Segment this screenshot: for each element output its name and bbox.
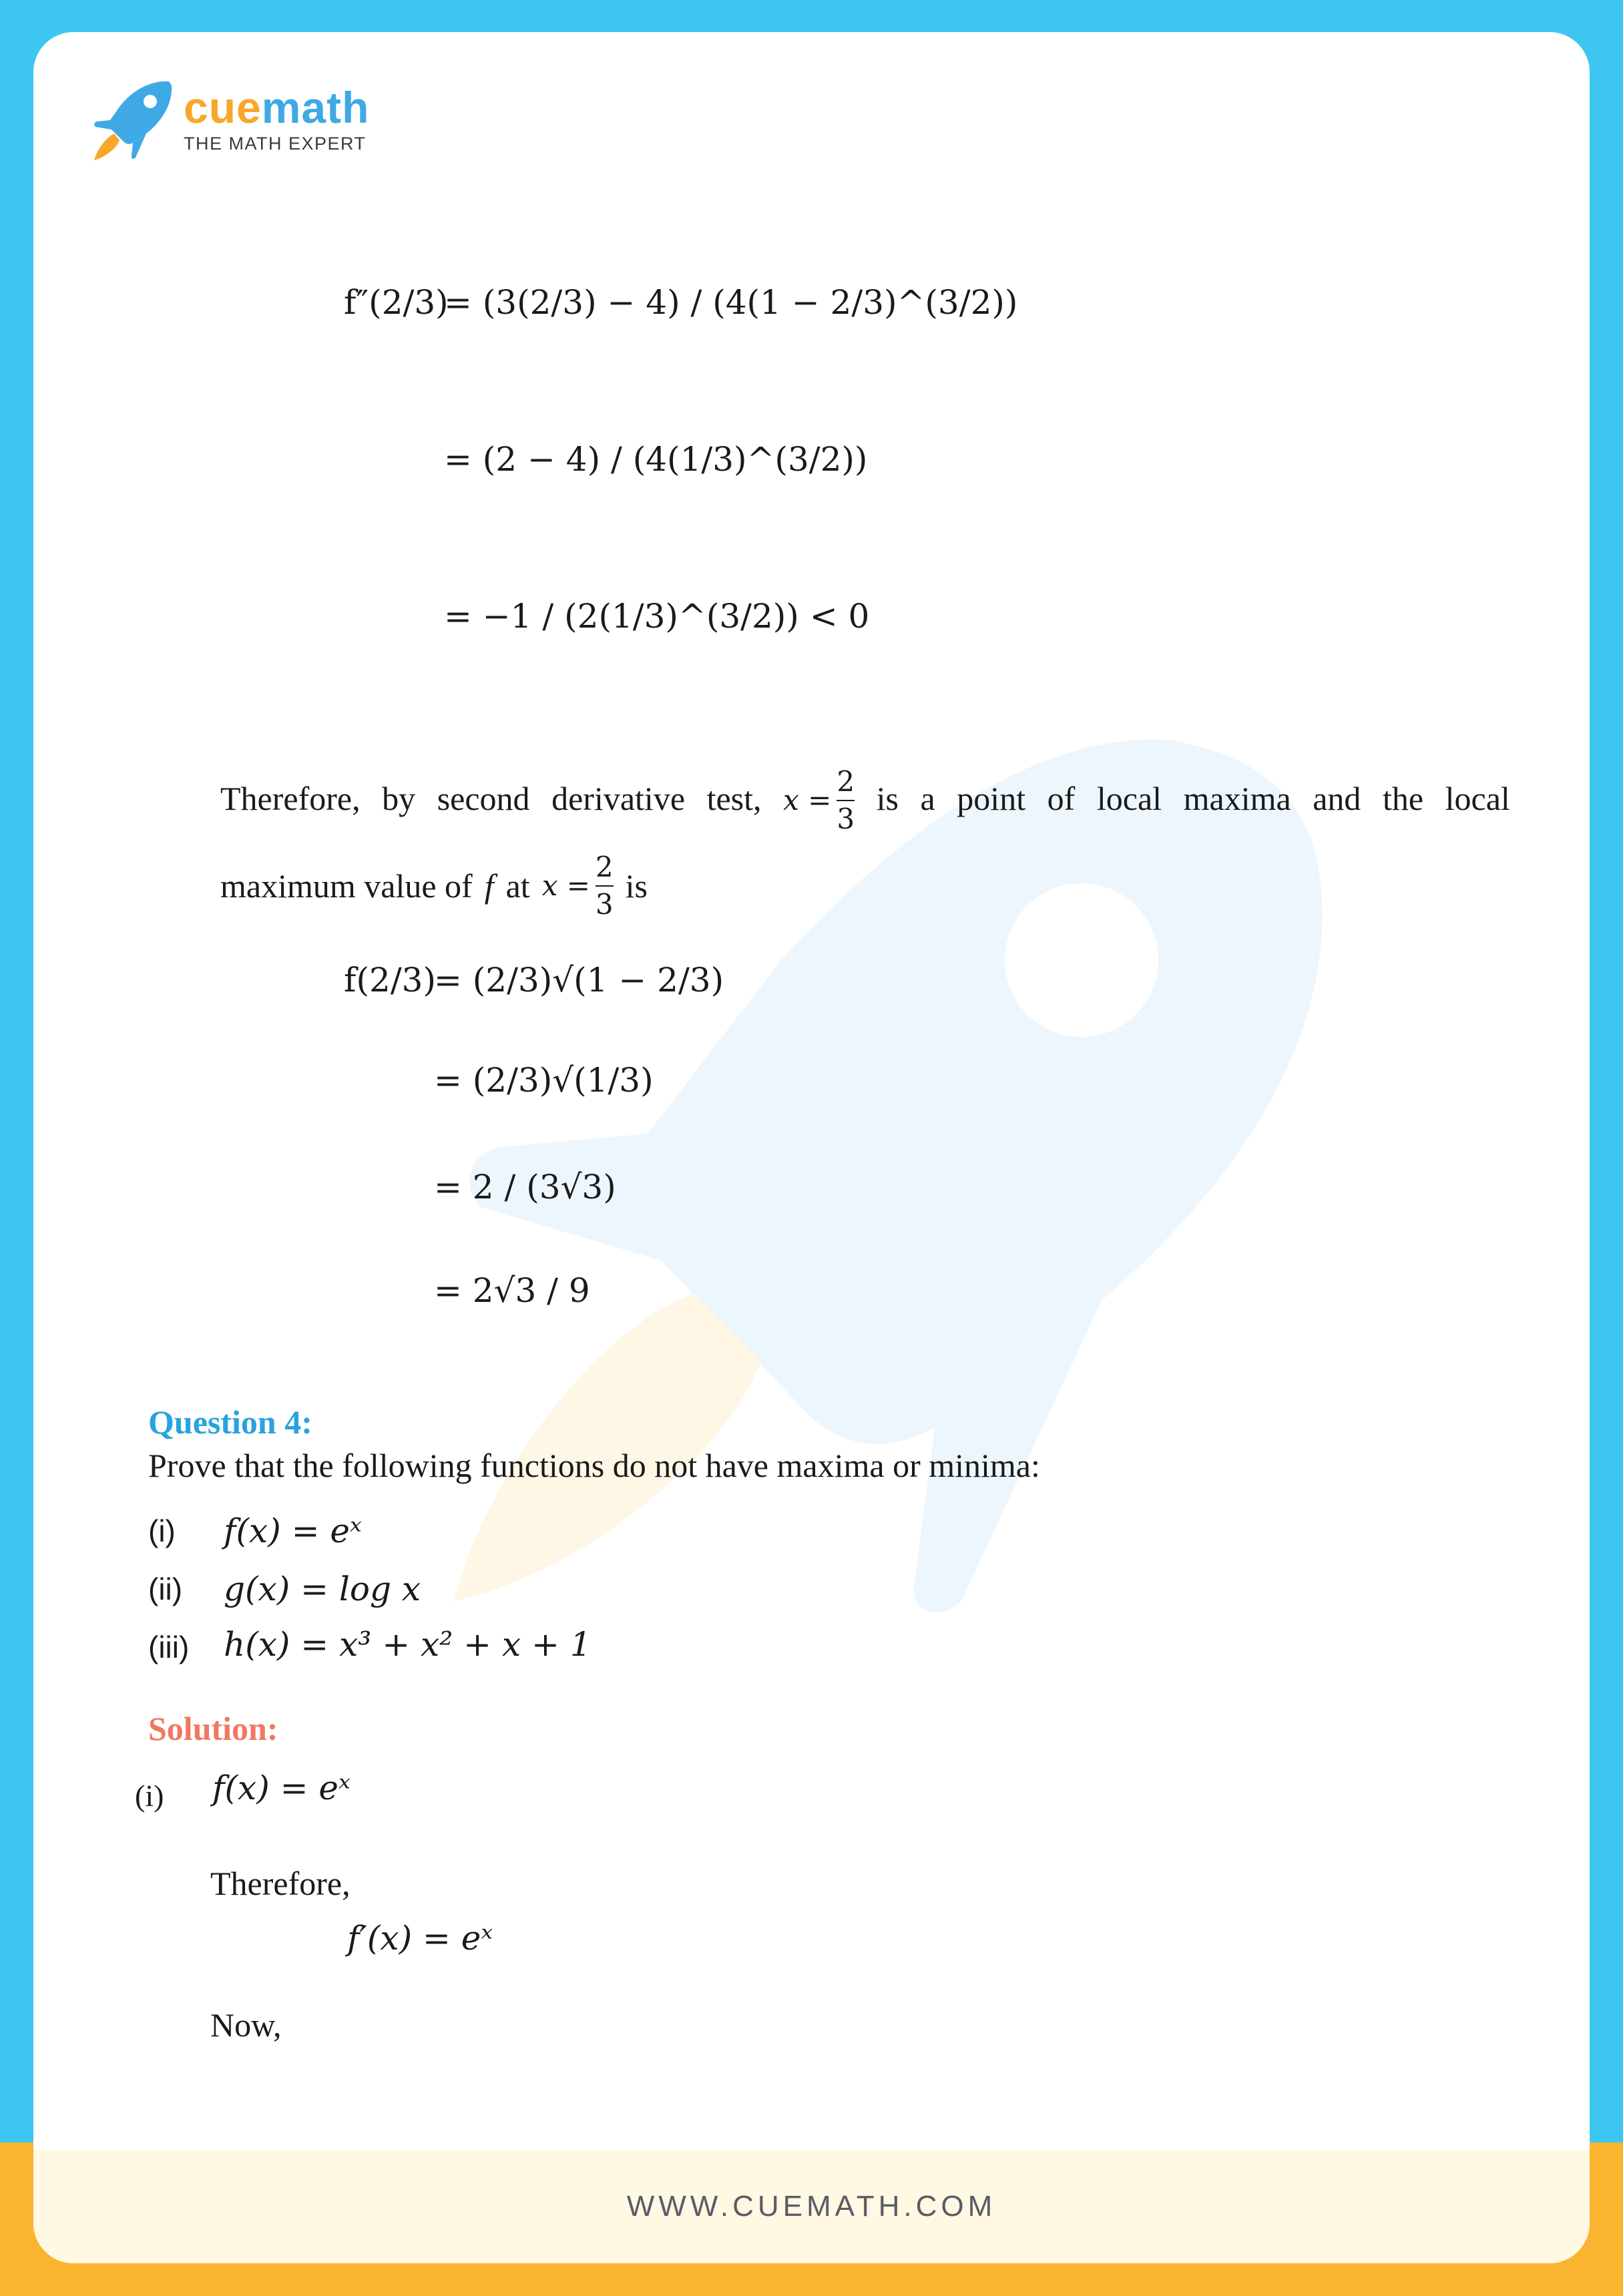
- question-item-3-label: (iii): [148, 1630, 190, 1664]
- conclusion-line1: [220, 765, 1510, 835]
- question-item-2-expr: g(x) = log x: [224, 1570, 421, 1608]
- question-item-2-label: (ii): [148, 1572, 183, 1606]
- question-prompt: Prove that the following functions do not have maxima or minima:: [148, 1447, 1040, 1484]
- derivation1-step1: = (3(2/3) − 4) / (4(1 − 2/3)^(3/2)): [444, 283, 1018, 322]
- conclusion-tail-9: local: [1445, 780, 1510, 817]
- x-equals-two-thirds-2: [542, 853, 614, 919]
- frac-num: 2: [837, 765, 855, 798]
- conclusion-word-3: second: [437, 780, 530, 817]
- x-equals-two-thirds: [783, 765, 855, 835]
- frac-bar: [837, 800, 855, 801]
- derivation2-step4: = 2√3 / 9: [434, 1271, 590, 1310]
- solution-part-expr: f(x) = eˣ: [212, 1769, 351, 1807]
- conclusion-line2-start: maximum value of: [220, 867, 473, 905]
- solution-derivative: f′(x) = eˣ: [347, 1919, 493, 1958]
- footer: [33, 2150, 1590, 2263]
- conclusion-tail-4: of: [1047, 780, 1076, 817]
- frac-den-2: 3: [595, 888, 614, 921]
- x-eq-label: x =: [783, 784, 832, 817]
- conclusion-tail-6: maxima: [1183, 780, 1291, 817]
- conclusion-word-1: Therefore,: [220, 780, 361, 817]
- derivation2-step3: = 2 / (3√3): [434, 1168, 616, 1206]
- page-sheet: [33, 32, 1590, 2263]
- derivation2-step2: = (2/3)√(1/3): [434, 1061, 654, 1100]
- x-eq-label-2: x =: [541, 869, 590, 902]
- at-word: at: [505, 867, 530, 905]
- conclusion-tail-7: and: [1313, 780, 1361, 817]
- derivation1-step3: = −1 / (2(1/3)^(3/2)) < 0: [444, 597, 870, 636]
- derivation2-step1: = (2/3)√(1 − 2/3): [434, 961, 724, 999]
- brand-name-part2: math: [261, 82, 370, 132]
- frac-num-2: 2: [595, 851, 614, 883]
- conclusion-line2: [220, 853, 648, 919]
- solution-now: Now,: [210, 2006, 282, 2044]
- question-item-3-expr: h(x) = x³ + x² + x + 1: [224, 1625, 592, 1664]
- conclusion-word-5: test,: [706, 780, 762, 817]
- conclusion-word-4: derivative: [551, 780, 686, 817]
- conclusion-tail-1: is: [876, 780, 899, 817]
- cuemath-logo[interactable]: [90, 76, 369, 163]
- question-item-1-expr: f(x) = eˣ: [224, 1512, 362, 1550]
- brand-tagline: THE MATH EXPERT: [184, 133, 367, 154]
- is-word: is: [625, 867, 648, 905]
- question-heading: Question 4:: [148, 1403, 312, 1441]
- conclusion-tail-3: point: [957, 780, 1026, 817]
- solution-part-label: (i): [135, 1779, 164, 1813]
- derivation1-lhs: f″(2/3): [344, 283, 449, 322]
- rocket-logo-icon: [90, 76, 177, 163]
- question-item-1-label: (i): [148, 1514, 176, 1548]
- frac-den: 3: [837, 802, 855, 835]
- footer-url[interactable]: WWW.CUEMATH.COM: [626, 2190, 997, 2223]
- derivation2-lhs: f(2/3): [344, 961, 436, 999]
- derivation1-step2: = (2 − 4) / (4(1/3)^(3/2)): [444, 440, 868, 479]
- solution-heading: Solution:: [148, 1710, 278, 1747]
- solution-therefore: Therefore,: [210, 1865, 351, 1902]
- conclusion-word-2: by: [382, 780, 416, 817]
- frac-bar-2: [596, 885, 614, 887]
- conclusion-tail-5: local: [1096, 780, 1162, 817]
- brand-name-part1: cue: [184, 82, 262, 132]
- f-symbol: f: [484, 867, 494, 905]
- conclusion-tail-8: the: [1383, 780, 1424, 817]
- conclusion-tail-2: a: [920, 780, 935, 817]
